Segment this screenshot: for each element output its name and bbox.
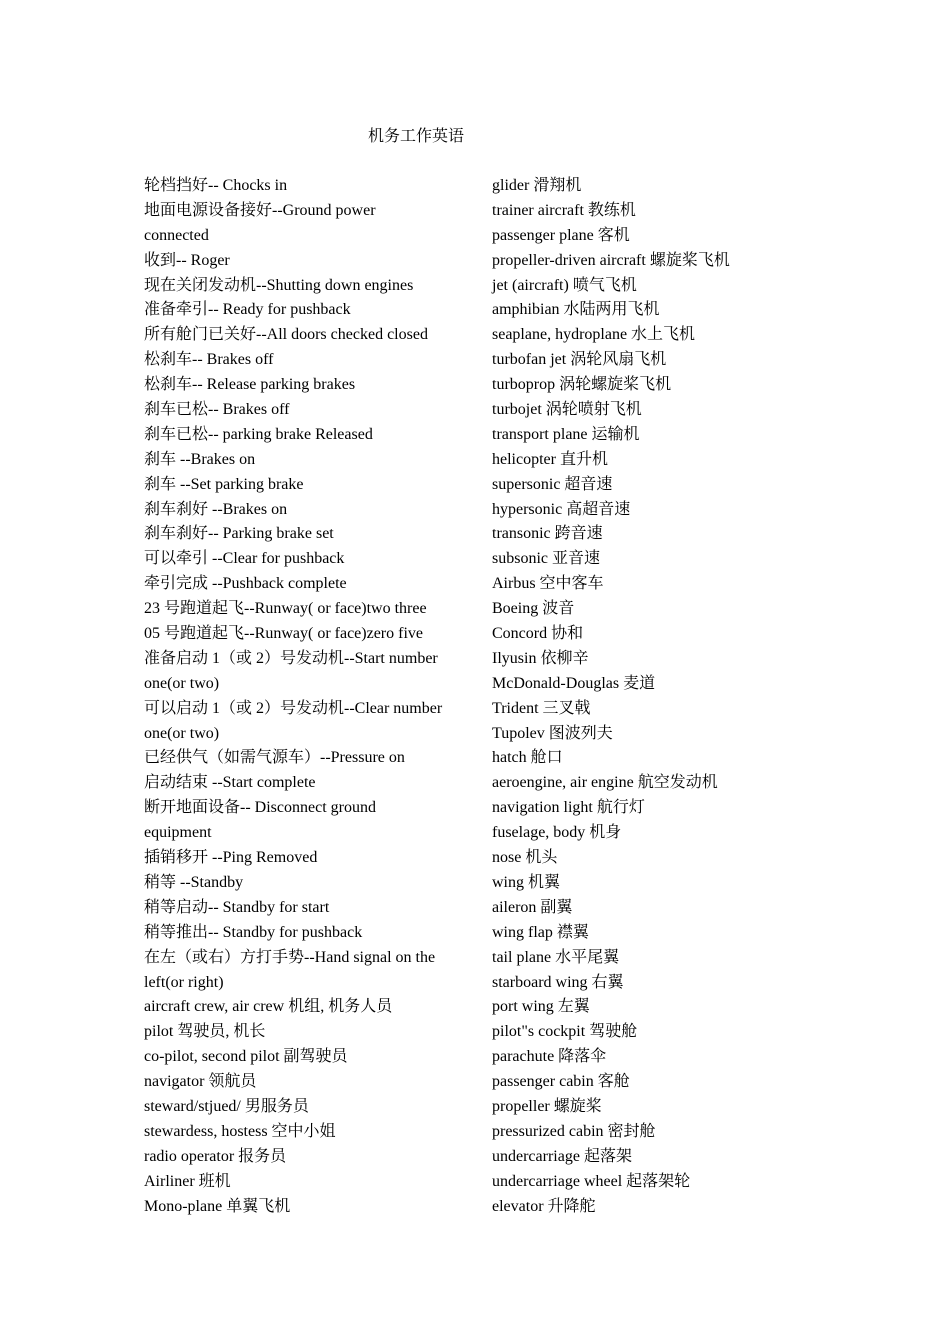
list-item: 稍等 --Standby <box>144 873 244 891</box>
list-item: 准备牵引-- Ready for pushback <box>144 301 351 319</box>
list-item: Trident 三叉戟 <box>492 699 591 717</box>
list-item: 可以启动 1（或 2）号发动机--Clear number <box>144 699 443 717</box>
list-item: 刹车已松-- parking brake Released <box>144 425 373 443</box>
list-item: trainer aircraft 教练机 <box>492 201 636 219</box>
list-item: 插销移开 --Ping Removed <box>144 849 318 867</box>
list-item: parachute 降落伞 <box>492 1048 607 1066</box>
list-item: wing 机翼 <box>492 873 561 891</box>
list-item: Ilyusin 依柳辛 <box>492 649 589 667</box>
list-item: navigator 领航员 <box>144 1073 257 1091</box>
list-item: Airliner 班机 <box>144 1172 231 1190</box>
list-item: radio operator 报务员 <box>144 1147 287 1165</box>
list-item: transonic 跨音速 <box>492 525 603 543</box>
list-item: 已经供气（如需气源车）--Pressure on <box>144 749 405 767</box>
list-item: port wing 左翼 <box>492 998 590 1016</box>
right-column <box>492 174 822 1219</box>
list-item: aircraft crew, air crew 机组, 机务人员 <box>144 998 393 1016</box>
list-item: aeroengine, air engine 航空发动机 <box>492 774 718 792</box>
list-item: transport plane 运输机 <box>492 425 640 443</box>
list-item: equipment <box>144 824 212 842</box>
list-item: turbofan jet 涡轮风扇飞机 <box>492 351 667 369</box>
list-item: 23 号跑道起飞--Runway( or face)two three <box>144 600 427 618</box>
list-item: Boeing 波音 <box>492 600 575 618</box>
list-item: Mono-plane 单翼飞机 <box>144 1197 291 1215</box>
list-item: starboard wing 右翼 <box>492 973 624 991</box>
list-item: one(or two) <box>144 674 220 692</box>
left-column <box>144 174 474 1219</box>
list-item: 刹车刹好 --Brakes on <box>144 500 288 518</box>
list-item: 刹车刹好-- Parking brake set <box>144 525 334 543</box>
list-item: Airbus 空中客车 <box>492 575 604 593</box>
list-item: nose 机头 <box>492 849 558 867</box>
list-item: jet (aircraft) 喷气飞机 <box>492 276 637 294</box>
list-item: steward/stjued/ 男服务员 <box>144 1097 309 1115</box>
list-item: Tupolev 图波列夫 <box>492 724 613 742</box>
list-item: 轮档挡好-- Chocks in <box>144 177 288 194</box>
list-item: propeller 螺旋桨 <box>492 1097 602 1115</box>
list-item: stewardess, hostess 空中小姐 <box>144 1122 336 1140</box>
list-item: 稍等启动-- Standby for start <box>144 898 330 916</box>
list-item: 刹车已松-- Brakes off <box>144 401 290 419</box>
list-item: 05 号跑道起飞--Runway( or face)zero five <box>144 625 424 643</box>
list-item: connected <box>144 226 209 244</box>
list-item: 松刹车-- Brakes off <box>144 351 274 369</box>
list-item: supersonic 超音速 <box>492 475 613 493</box>
page-title: 机务工作英语 <box>368 128 465 145</box>
list-item: 可以牵引 --Clear for pushback <box>144 550 345 568</box>
list-item: hypersonic 高超音速 <box>492 500 631 518</box>
list-item: hatch 舱口 <box>492 749 563 767</box>
list-item: 松刹车-- Release parking brakes <box>144 376 356 394</box>
list-item: 刹车 --Brakes on <box>144 450 256 468</box>
list-item: 断开地面设备-- Disconnect ground <box>144 799 376 817</box>
list-item: 在左（或右）方打手势--Hand signal on the <box>144 948 436 966</box>
list-item: elevator 升降舵 <box>492 1197 596 1215</box>
list-item: 地面电源设备接好--Ground power <box>144 201 376 219</box>
list-item: 收到-- Roger <box>144 251 230 269</box>
list-item: glider 滑翔机 <box>492 177 582 194</box>
list-item: Concord 协和 <box>492 625 584 643</box>
list-item: undercarriage wheel 起落架轮 <box>492 1172 691 1190</box>
list-item: aileron 副翼 <box>492 898 573 916</box>
list-item: wing flap 襟翼 <box>492 923 589 941</box>
list-item: seaplane, hydroplane 水上飞机 <box>492 326 696 344</box>
list-item: pilot 驾驶员, 机长 <box>144 1023 266 1041</box>
list-item: propeller-driven aircraft 螺旋桨飞机 <box>492 251 730 269</box>
list-item: 牵引完成 --Pushback complete <box>144 575 347 593</box>
list-item: tail plane 水平尾翼 <box>492 948 620 966</box>
list-item: 稍等推出-- Standby for pushback <box>144 923 363 941</box>
list-item: McDonald-Douglas 麦道 <box>492 674 656 692</box>
list-item: co-pilot, second pilot 副驾驶员 <box>144 1048 348 1066</box>
list-item: pilot"s cockpit 驾驶舱 <box>492 1023 638 1041</box>
list-item: navigation light 航行灯 <box>492 799 645 817</box>
list-item: pressurized cabin 密封舱 <box>492 1122 656 1140</box>
list-item: amphibian 水陆两用飞机 <box>492 301 660 319</box>
list-item: one(or two) <box>144 724 220 742</box>
list-item: left(or right) <box>144 973 224 991</box>
list-item: subsonic 亚音速 <box>492 550 601 568</box>
list-item: fuselage, body 机身 <box>492 824 622 842</box>
list-item: 启动结束 --Start complete <box>144 774 316 792</box>
list-item: passenger plane 客机 <box>492 226 630 244</box>
list-item: 准备启动 1（或 2）号发动机--Start number <box>144 649 438 667</box>
list-item: turbojet 涡轮喷射飞机 <box>492 401 642 419</box>
list-item: 刹车 --Set parking brake <box>144 475 304 493</box>
list-item: turboprop 涡轮螺旋桨飞机 <box>492 376 672 394</box>
list-item: passenger cabin 客舱 <box>492 1073 630 1091</box>
list-item: 现在关闭发动机--Shutting down engines <box>144 276 414 294</box>
list-item: undercarriage 起落架 <box>492 1147 632 1165</box>
list-item: 所有舱门已关好--All doors checked closed <box>144 326 428 344</box>
list-item: helicopter 直升机 <box>492 450 608 468</box>
